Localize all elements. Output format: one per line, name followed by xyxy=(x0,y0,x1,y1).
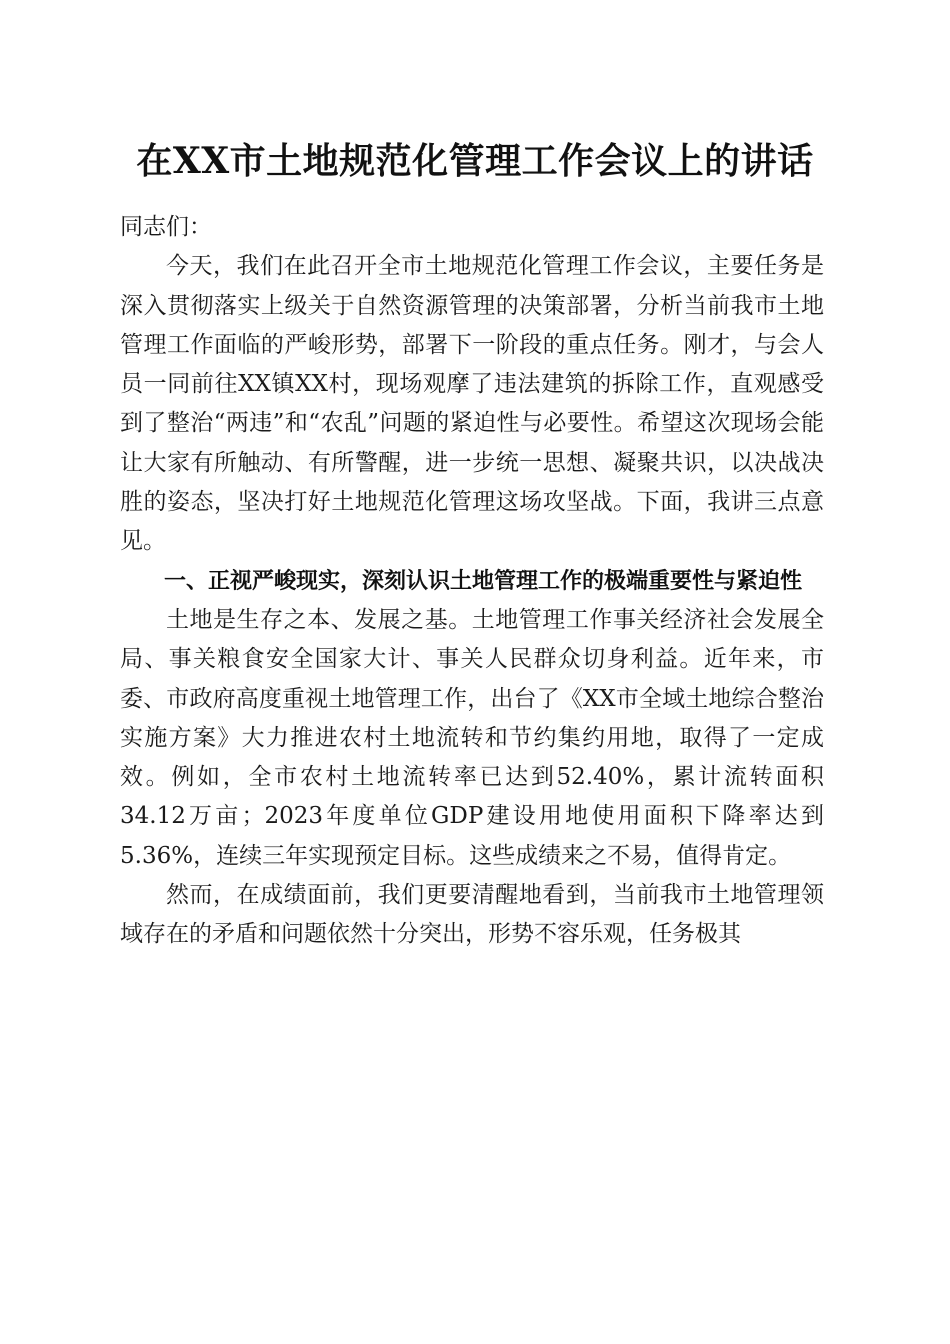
paragraph-land-importance: 土地是生存之本、发展之基。土地管理工作事关经济社会发展全局、事关粮食安全国家大计、事关人民群众切身利益。近年来，市委、市政府高度重视土地管理工作，出台了《XX市全域土地综合整治实施方案》大力推进农村土地流转和节约集约用地，取得了一定成效。例如，全市农村土地流转率已达到52.40%，累计流转面积34.12万亩；2023年度单位GDP建设用地使用面积下降率达到5.36%，连续三年实现预定目标。这些成绩来之不易，值得肯定。 xyxy=(120,606,824,869)
section-heading-1: 一、正视严峻现实，深刻认识土地管理工作的极端重要性与紧迫性 xyxy=(164,568,803,594)
document-title: 在XX市土地规范化管理工作会议上的讲话 xyxy=(136,140,814,182)
document-body xyxy=(120,208,824,955)
paragraph-opening: 今天，我们在此召开全市土地规范化管理工作会议，主要任务是深入贯彻落实上级关于自然资源管理的决策部署，分析当前我市土地管理工作面临的严峻形势，部署下一阶段的重点任务。刚才，与会人员一同前往XX镇XX村，现场观摩了违法建筑的拆除工作，直观感受到了整治“两违”和“农乱”问题的紧迫性与必要性。希望这次现场会能让大家有所触动、有所警醒，进一步统一思想、凝聚共识，以决战决胜的姿态，坚决打好土地规范化管理这场攻坚战。下面，我讲三点意见。 xyxy=(120,253,824,555)
paragraph-problems: 然而，在成绩面前，我们更要清醒地看到，当前我市土地管理领域存在的矛盾和问题依然十分突出，形势不容乐观，任务极其 xyxy=(120,882,824,948)
salutation: 同志们： xyxy=(120,214,212,240)
